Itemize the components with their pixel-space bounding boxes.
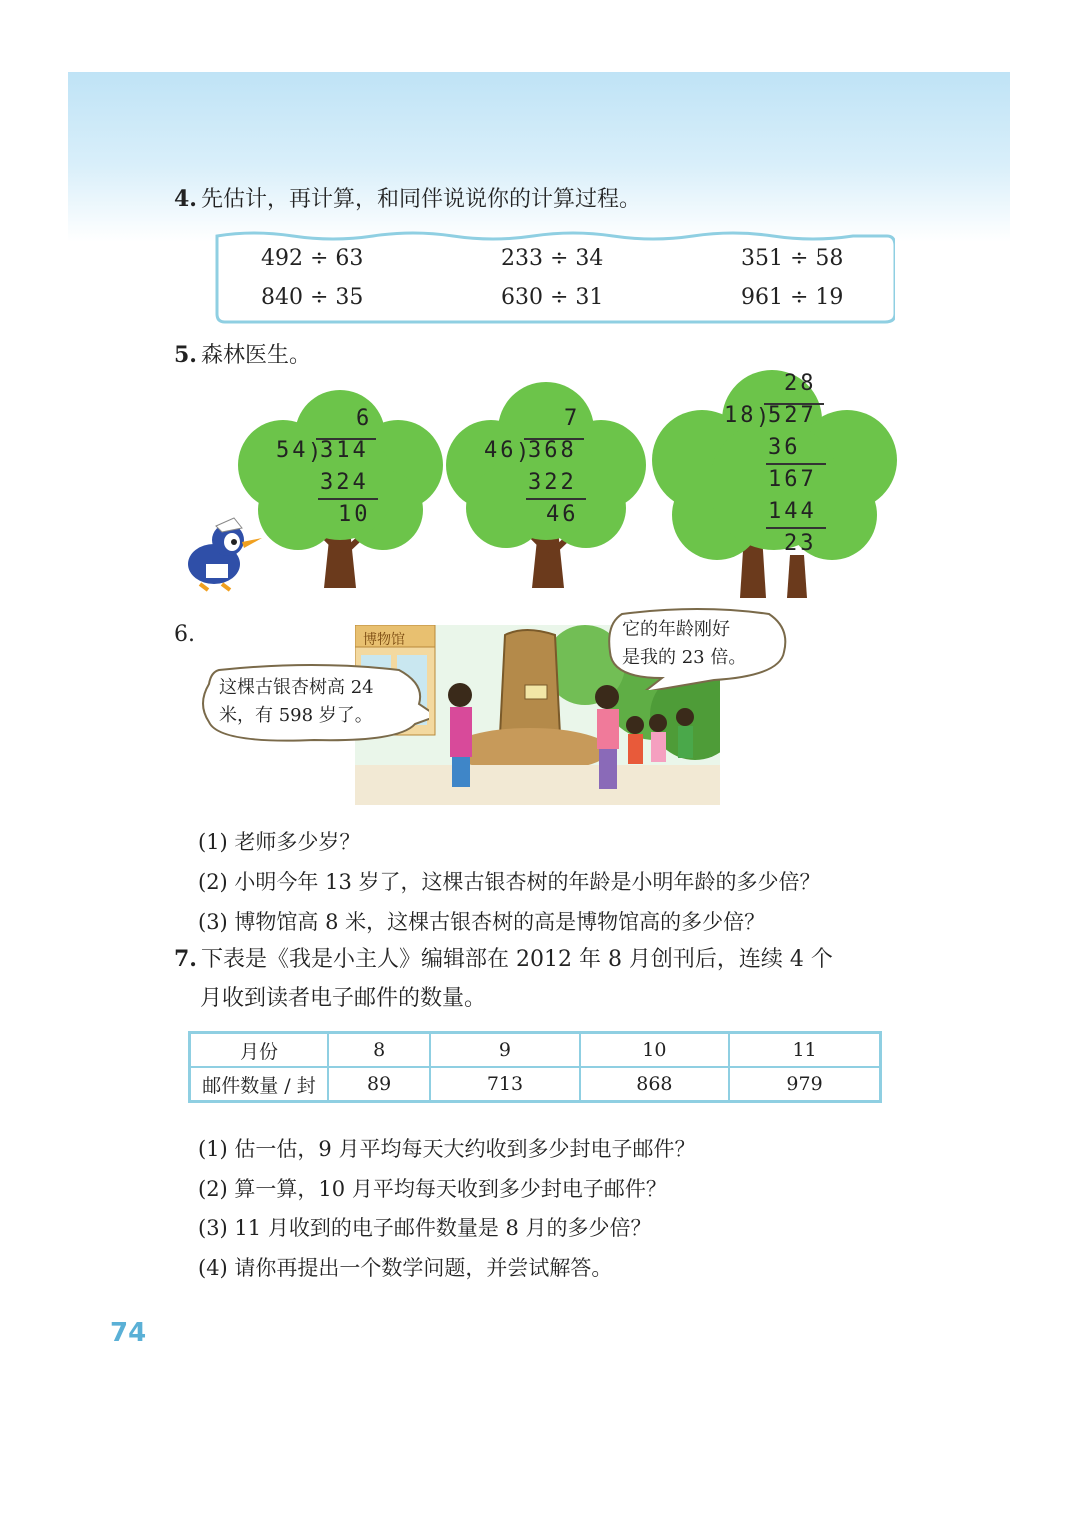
q4-expression-box — [213, 228, 895, 324]
step: 36 — [768, 435, 801, 460]
q6-number: 6. — [174, 622, 195, 647]
table-cell: 979 — [729, 1067, 880, 1102]
q4-number: 4. — [174, 186, 197, 212]
expression: 351 ÷ 58 — [741, 246, 844, 271]
table-header-cell: 邮件数量 / 封 — [190, 1067, 329, 1102]
dividend: 314 — [320, 438, 369, 463]
tree-3 — [652, 365, 897, 600]
bubble-line: 米，有 598 岁了。 — [219, 705, 373, 726]
quotient: 7 — [564, 406, 581, 431]
quotient: 28 — [784, 371, 817, 396]
divisor: 46 — [484, 438, 517, 463]
q7-subquestion: (4) 请你再提出一个数学问题，并尝试解答。 — [198, 1256, 613, 1280]
dividend: 368 — [528, 438, 577, 463]
quotient: 6 — [356, 406, 373, 431]
expression: 961 ÷ 19 — [741, 285, 844, 310]
divisor: 18 — [724, 403, 757, 428]
q5-text: 森林医生。 — [200, 343, 311, 368]
tree-2 — [446, 380, 646, 590]
q7-prompt-line1 — [174, 946, 833, 973]
table-cell: 868 — [580, 1067, 729, 1102]
tree-1 — [238, 390, 443, 590]
bubble-line: 这棵古银杏树高 24 — [219, 677, 374, 698]
step-line — [766, 527, 826, 529]
step: 144 — [768, 499, 817, 524]
step-line — [526, 498, 586, 500]
division-bracket: ) — [516, 440, 533, 465]
q7-number: 7. — [174, 946, 197, 972]
email-count-table — [188, 1031, 882, 1103]
q7-subquestion: (3) 11 月收到的电子邮件数量是 8 月的多少倍？ — [198, 1216, 652, 1240]
museum-sign: 博物馆 — [363, 632, 405, 648]
step-line — [766, 463, 826, 465]
step: 167 — [768, 467, 817, 492]
q6-subquestion: (2) 小明今年 13 岁了，这棵古银杏树的年龄是小明年龄的多少倍？ — [198, 870, 821, 894]
q7-subquestion: (1) 估一估，9 月平均每天大约收到多少封电子邮件？ — [198, 1137, 696, 1161]
q6-subquestion: (3) 博物馆高 8 米，这棵古银杏树的高是博物馆高的多少倍？ — [198, 910, 766, 934]
bubble-line: 它的年龄刚好 — [622, 619, 730, 640]
step: 324 — [320, 470, 369, 495]
table-row — [190, 1067, 881, 1102]
step: 10 — [338, 502, 371, 527]
q4-text: 先估计，再计算，和同伴说说你的计算过程。 — [200, 187, 641, 212]
speech-bubble-right — [610, 612, 782, 682]
page-number: 74 — [110, 1318, 147, 1348]
q5-prompt — [174, 342, 311, 369]
table-cell: 8 — [328, 1033, 430, 1068]
q7-text: 下表是《我是小主人》编辑部在 2012 年 8 月创刊后，连续 4 个 — [200, 947, 833, 972]
q7-prompt-line2: 月收到读者电子邮件的数量。 — [200, 986, 487, 1011]
dividend: 527 — [768, 403, 817, 428]
division-bracket: ) — [756, 405, 773, 430]
table-cell: 11 — [729, 1033, 880, 1068]
table-cell: 10 — [580, 1033, 729, 1068]
step: 322 — [528, 470, 577, 495]
division-bracket: ) — [308, 440, 325, 465]
divisor: 54 — [276, 438, 309, 463]
q7-subquestion: (2) 算一算，10 月平均每天收到多少封电子邮件？ — [198, 1177, 667, 1201]
table-cell: 89 — [328, 1067, 430, 1102]
table-header-cell: 月份 — [190, 1033, 329, 1068]
table-cell: 9 — [430, 1033, 579, 1068]
table-row — [190, 1033, 881, 1068]
header-band — [68, 72, 1010, 242]
step: 46 — [546, 502, 579, 527]
q6-subquestion: (1) 老师多少岁？ — [198, 830, 361, 854]
expression: 840 ÷ 35 — [261, 285, 364, 310]
step: 23 — [784, 531, 817, 556]
expression: 492 ÷ 63 — [261, 246, 364, 271]
bubble-line: 是我的 23 倍。 — [622, 647, 747, 668]
step-line — [318, 498, 378, 500]
speech-bubble-left — [205, 668, 415, 740]
table-cell: 713 — [430, 1067, 579, 1102]
q5-number: 5. — [174, 342, 197, 368]
q4-prompt — [174, 186, 641, 213]
expression: 630 ÷ 31 — [501, 285, 604, 310]
expression: 233 ÷ 34 — [501, 246, 604, 271]
